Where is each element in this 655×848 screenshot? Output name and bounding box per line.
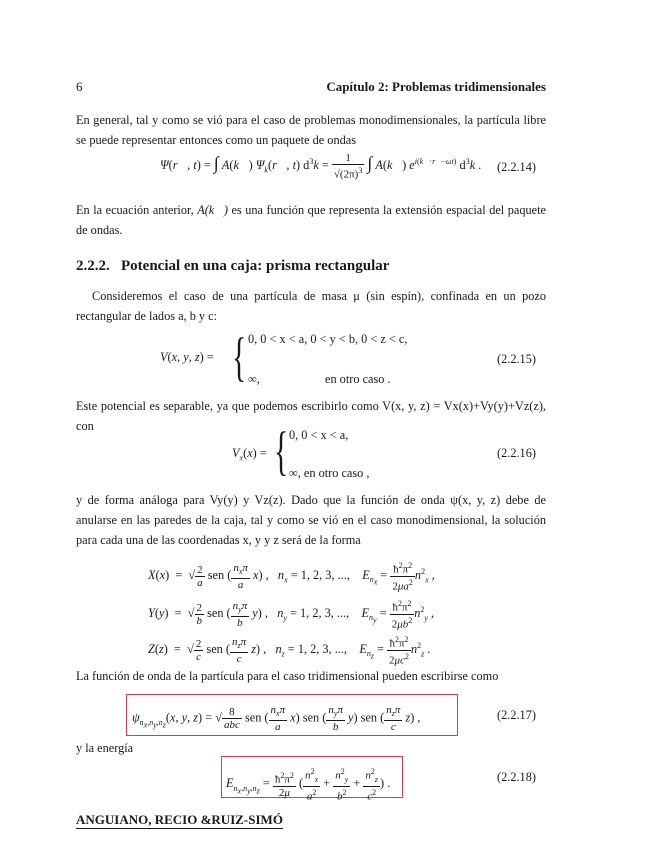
equation-number: (2.2.17): [497, 708, 536, 722]
equation-2-2-15-case1: 0, 0 < x < a, 0 < y < b, 0 < z < c,: [248, 332, 408, 346]
equation-number: (2.2.16): [497, 446, 536, 460]
paragraph-wavefunction: La función de onda de la partícula para el caso tridimensional pueden escribirse como: [76, 669, 499, 683]
paragraph-intro: En general, tal y como se vió para el caso de problemas monodimensionales, la partícula libre se puede representar entonces como un paquete de ondas: [76, 113, 546, 147]
equation-2-2-14: Ψ(r⃗, t) = ∫ A(k⃗) $\Psi_k(r⃗$, t) $d^3k$ = $\frac{1}{√(2\pi)^3}$ ∫ A(k⃗) $e^{i(k⃗\cdot r⃗-\omega t)}$ $d^3k$ .: [160, 152, 482, 181]
section-heading: 2.2.2. Potencial en una caja: prisma rectangular: [76, 258, 390, 274]
equation-solution-x: X(x) = √ $\frac{2}{a}$ sen ( $\frac{n_x\pi}{a}$ x) , $n_x = 1$, 2, 3, ..., $E_{n_x}$ = $\frac{ħ^2\pi^2}{2\mu a^2}$ $n^2_x$ ,: [148, 561, 435, 593]
page-number: 6: [76, 79, 83, 94]
equation-2-2-16-case2: ∞, en otro caso ,: [289, 466, 370, 480]
left-brace: {: [274, 421, 289, 481]
equation-solution-z: Z(z) = √ $\frac{2}{c}$ sen ( $\frac{n_z\pi}{c}$ z) , $n_z = 1$, 2, 3, ..., $E_{n_z}$ = $\frac{ħ^2\pi^2}{2\mu c^2}$ $n^2_z$ .: [148, 635, 431, 667]
equation-2-2-16-case1: 0, 0 < x < a,: [289, 428, 349, 442]
equation-2-2-15-case2a: ∞,: [248, 372, 260, 386]
paragraph-analogous: y de forma análoga para Vy(y) y Vz(z). Dado que la función de onda ψ(x, y, z) debe de anularse en las paredes de la caja, tal y como se vió en el caso monodimensional, la solución para cada una de las coordenadas x, y y z será de la forma: [76, 493, 546, 547]
equation-2-2-18: $E_{n_x,n_y,n_z}$ = $\frac{ħ^2\pi^2}{2\mu}$ ( $\frac{n^2_x}{a^2}$ + $\frac{n^2_y}{b^2}$ + $\frac{n^2_z}{c^2}$ ) .: [226, 767, 391, 803]
equation-solution-y: Y(y) = √ $\frac{2}{b}$ sen ( $\frac{n_y\pi}{b}$ y) , $n_y = 1$, 2, 3, ..., $E_{n_y}$ = $\frac{ħ^2\pi^2}{2\mu b^2}$ $n^2_y$ ,: [148, 599, 435, 631]
equation-number: (2.2.18): [497, 770, 536, 784]
equation-2-2-17: $\psi_{n_x,n_y,n_z}(x$, y, z) = √ $\frac{8}{\text{abc}}$ sen ( $\frac{n_x\pi}{a}$ x) sen ( $\frac{n_y\pi}{b}$ y) sen ( $\frac{n_z\pi}{c}$ z) ,: [132, 704, 421, 734]
paragraph-amplitude: En la ecuación anterior, A(k⃗) es una función que representa la extensión espacial del paquete de ondas.: [76, 203, 546, 237]
paragraph-energy: y la energía: [76, 741, 134, 755]
equation-2-2-16-lhs: $V_x(x)$ =: [232, 446, 267, 463]
equation-number: (2.2.14): [497, 160, 536, 174]
page-header: [76, 79, 546, 97]
paragraph-box-potential: Consideremos el caso de una partícula de masa μ (sin espín), confinada en un pozo rectangular de lados a, b y c:: [76, 289, 546, 323]
equation-number: (2.2.15): [497, 352, 536, 366]
chapter-title: Capítulo 2: Problemas tridimensionales: [326, 79, 546, 94]
equation-2-2-15-case2b: en otro caso .: [325, 372, 391, 386]
left-brace: {: [232, 327, 247, 387]
equation-2-2-15-lhs: V(x, y, z) =: [160, 350, 214, 364]
paragraph-separable: Este potencial es separable, ya que podemos escribirlo como V(x, y, z) = Vx(x)+Vy(y)+Vz(z), con: [76, 399, 546, 433]
footer-authors: ANGUIANO, RECIO &RUIZ-SIMÓ: [76, 812, 283, 827]
